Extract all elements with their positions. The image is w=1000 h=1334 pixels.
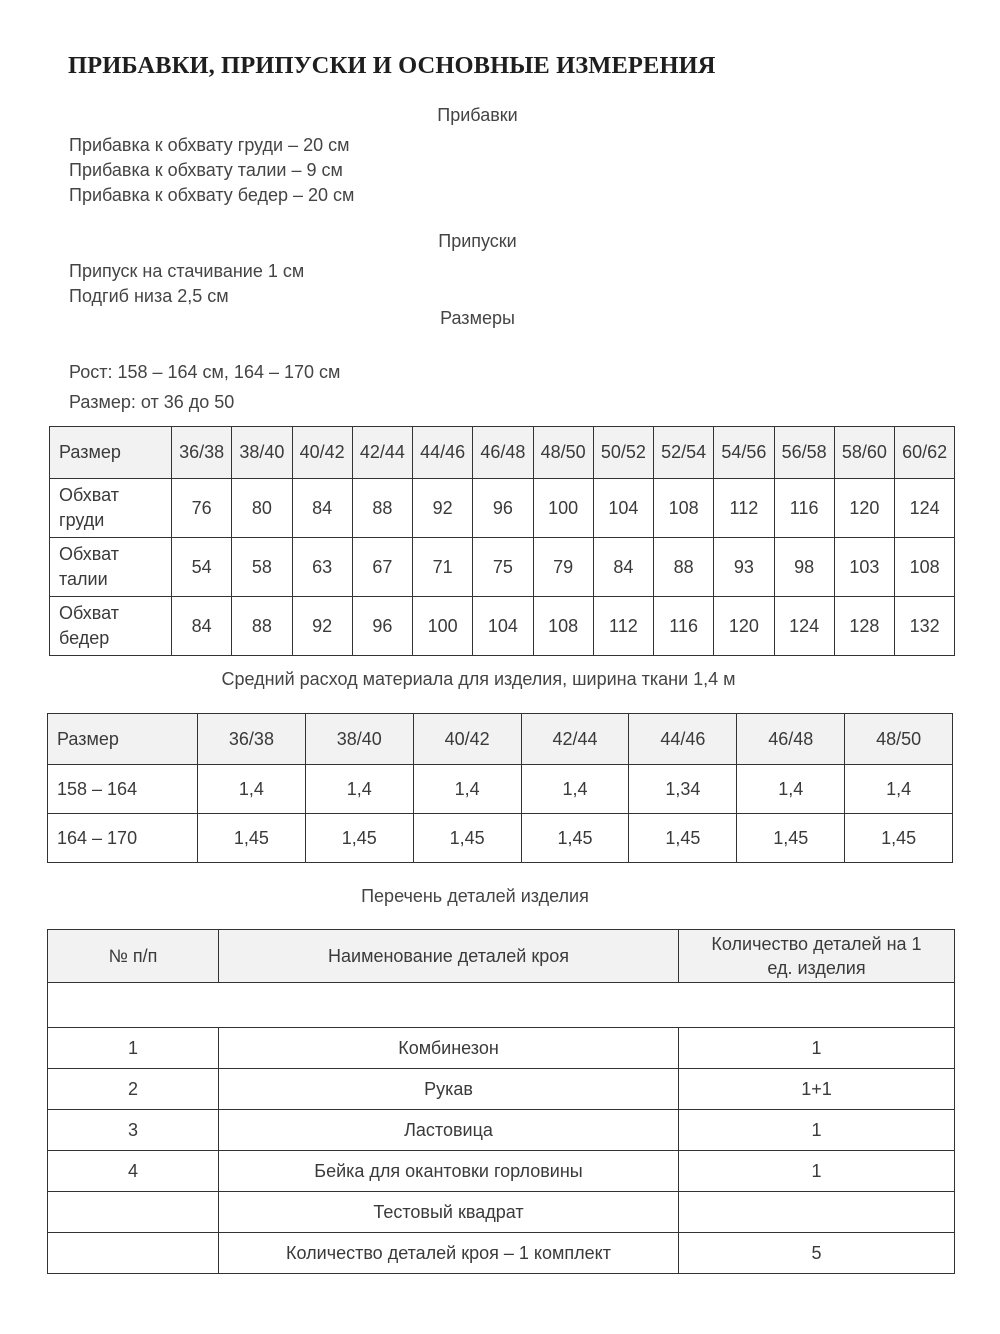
value-cell: 104 (473, 597, 533, 656)
value-cell: 120 (834, 479, 894, 538)
table-row (48, 1069, 955, 1110)
header-cell: Количество деталей на 1 ед. изделия (679, 930, 955, 983)
value-cell: 80 (232, 479, 292, 538)
table-cell: 1 (679, 1110, 955, 1151)
table-cell: Комбинезон (219, 1028, 679, 1069)
page-title: ПРИБАВКИ, ПРИПУСКИ И ОСНОВНЫЕ ИЗМЕРЕНИЯ (68, 52, 716, 79)
value-cell: 1,4 (198, 765, 306, 814)
table-cell: 1+1 (679, 1069, 955, 1110)
table-cell: 1 (679, 1028, 955, 1069)
row-label-line: Обхват (59, 485, 119, 505)
table-cell: Тестовый квадрат (219, 1192, 679, 1233)
value-cell: 58 (232, 538, 292, 597)
size-header-cell: 54/56 (714, 427, 774, 479)
table-header-row (50, 427, 955, 479)
size-header-cell: 46/48 (473, 427, 533, 479)
table-cell: Рукав (219, 1069, 679, 1110)
value-cell: 1,45 (845, 814, 953, 863)
value-cell: 98 (774, 538, 834, 597)
size-header-cell: 44/46 (413, 427, 473, 479)
value-cell: 1,45 (413, 814, 521, 863)
value-cell: 1,4 (845, 765, 953, 814)
size-header-cell: 50/52 (593, 427, 653, 479)
value-cell: 1,4 (413, 765, 521, 814)
sizes-heading: Размеры (440, 308, 515, 328)
table-cell: 2 (48, 1069, 219, 1110)
value-cell: 92 (413, 479, 473, 538)
header-cell: Размер (50, 427, 172, 479)
table-row (48, 1233, 955, 1274)
header-cell: № п/п (48, 930, 219, 983)
seam-line: Подгиб низа 2,5 см (69, 286, 229, 306)
value-cell: 1,4 (737, 765, 845, 814)
value-cell: 100 (533, 479, 593, 538)
seam-line: Припуск на стачивание 1 см (69, 261, 305, 281)
value-cell: 100 (413, 597, 473, 656)
value-cell: 108 (533, 597, 593, 656)
row-label (50, 538, 172, 597)
row-label (50, 479, 172, 538)
row-label (50, 597, 172, 656)
value-cell: 96 (473, 479, 533, 538)
row-label-line: бедер (59, 628, 110, 648)
size-header-cell: 60/62 (895, 427, 955, 479)
size-header-cell: 46/48 (737, 714, 845, 765)
header-cell: Размер (48, 714, 198, 765)
value-cell: 84 (172, 597, 232, 656)
size-header-cell: 40/42 (413, 714, 521, 765)
table-cell (679, 1192, 955, 1233)
value-cell: 75 (473, 538, 533, 597)
table-row (48, 1151, 955, 1192)
table-cell (48, 1233, 219, 1274)
empty-cell (48, 983, 955, 1028)
size-header-cell: 42/44 (521, 714, 629, 765)
value-cell: 120 (714, 597, 774, 656)
value-cell: 1,45 (629, 814, 737, 863)
row-label-line: груди (59, 510, 105, 530)
value-cell: 88 (232, 597, 292, 656)
size-header-cell: 48/50 (845, 714, 953, 765)
value-cell: 92 (292, 597, 352, 656)
row-label: 158 – 164 (48, 765, 198, 814)
table-row (48, 1110, 955, 1151)
value-cell: 84 (593, 538, 653, 597)
parts-table (47, 929, 955, 1274)
value-cell: 108 (654, 479, 714, 538)
value-cell: 76 (172, 479, 232, 538)
table-row (48, 765, 953, 814)
table-row (48, 1028, 955, 1069)
table-row (48, 814, 953, 863)
row-label-line: талии (59, 569, 108, 589)
table-cell: 1 (48, 1028, 219, 1069)
value-cell: 67 (352, 538, 412, 597)
size-header-cell: 40/42 (292, 427, 352, 479)
value-cell: 112 (714, 479, 774, 538)
value-cell: 1,4 (521, 765, 629, 814)
table-cell: Бейка для окантовки горловины (219, 1151, 679, 1192)
allowance-line: Прибавка к обхвату бедер – 20 см (69, 185, 355, 205)
value-cell: 1,45 (521, 814, 629, 863)
size-header-cell: 52/54 (654, 427, 714, 479)
allowance-line: Прибавка к обхвату талии – 9 см (69, 160, 343, 180)
value-cell: 71 (413, 538, 473, 597)
size-header-cell: 42/44 (352, 427, 412, 479)
value-cell: 1,45 (737, 814, 845, 863)
size-range-line: Размер: от 36 до 50 (69, 392, 235, 412)
value-cell: 79 (533, 538, 593, 597)
value-cell: 124 (895, 479, 955, 538)
value-cell: 124 (774, 597, 834, 656)
table-cell: 4 (48, 1151, 219, 1192)
value-cell: 116 (654, 597, 714, 656)
table-row (48, 983, 955, 1028)
size-header-cell: 56/58 (774, 427, 834, 479)
table-row (50, 479, 955, 538)
value-cell: 112 (593, 597, 653, 656)
table-row (50, 538, 955, 597)
size-header-cell: 48/50 (533, 427, 593, 479)
table-cell: 5 (679, 1233, 955, 1274)
fabric-heading: Средний расход материала для изделия, ширина ткани 1,4 м (221, 669, 736, 689)
value-cell: 88 (352, 479, 412, 538)
value-cell: 54 (172, 538, 232, 597)
size-header-cell: 44/46 (629, 714, 737, 765)
size-header-cell: 36/38 (172, 427, 232, 479)
table-header-row (48, 930, 955, 983)
row-label-line: Обхват (59, 544, 119, 564)
measurements-table (49, 426, 955, 656)
allowances-heading: Прибавки (437, 105, 518, 125)
value-cell: 132 (895, 597, 955, 656)
value-cell: 1,4 (305, 765, 413, 814)
size-header-cell: 38/40 (232, 427, 292, 479)
size-header-cell: 36/38 (198, 714, 306, 765)
value-cell: 116 (774, 479, 834, 538)
value-cell: 63 (292, 538, 352, 597)
value-cell: 1,45 (305, 814, 413, 863)
table-cell: Количество деталей кроя – 1 комплект (219, 1233, 679, 1274)
value-cell: 108 (895, 538, 955, 597)
row-label: 164 – 170 (48, 814, 198, 863)
table-cell: Ластовица (219, 1110, 679, 1151)
table-cell: 1 (679, 1151, 955, 1192)
seams-heading: Припуски (438, 231, 517, 251)
table-cell (48, 1192, 219, 1233)
table-row (50, 597, 955, 656)
table-cell: 3 (48, 1110, 219, 1151)
header-cell: Наименование деталей кроя (219, 930, 679, 983)
value-cell: 1,34 (629, 765, 737, 814)
fabric-table (47, 713, 953, 863)
size-header-cell: 58/60 (834, 427, 894, 479)
value-cell: 103 (834, 538, 894, 597)
table-row (48, 1192, 955, 1233)
size-header-cell: 38/40 (305, 714, 413, 765)
table-header-row (48, 714, 953, 765)
value-cell: 84 (292, 479, 352, 538)
value-cell: 93 (714, 538, 774, 597)
value-cell: 96 (352, 597, 412, 656)
row-label-line: Обхват (59, 603, 119, 623)
value-cell: 128 (834, 597, 894, 656)
parts-heading: Перечень деталей изделия (361, 886, 589, 906)
allowance-line: Прибавка к обхвату груди – 20 см (69, 135, 350, 155)
value-cell: 1,45 (198, 814, 306, 863)
height-line: Рост: 158 – 164 см, 164 – 170 см (69, 362, 341, 382)
value-cell: 88 (654, 538, 714, 597)
value-cell: 104 (593, 479, 653, 538)
